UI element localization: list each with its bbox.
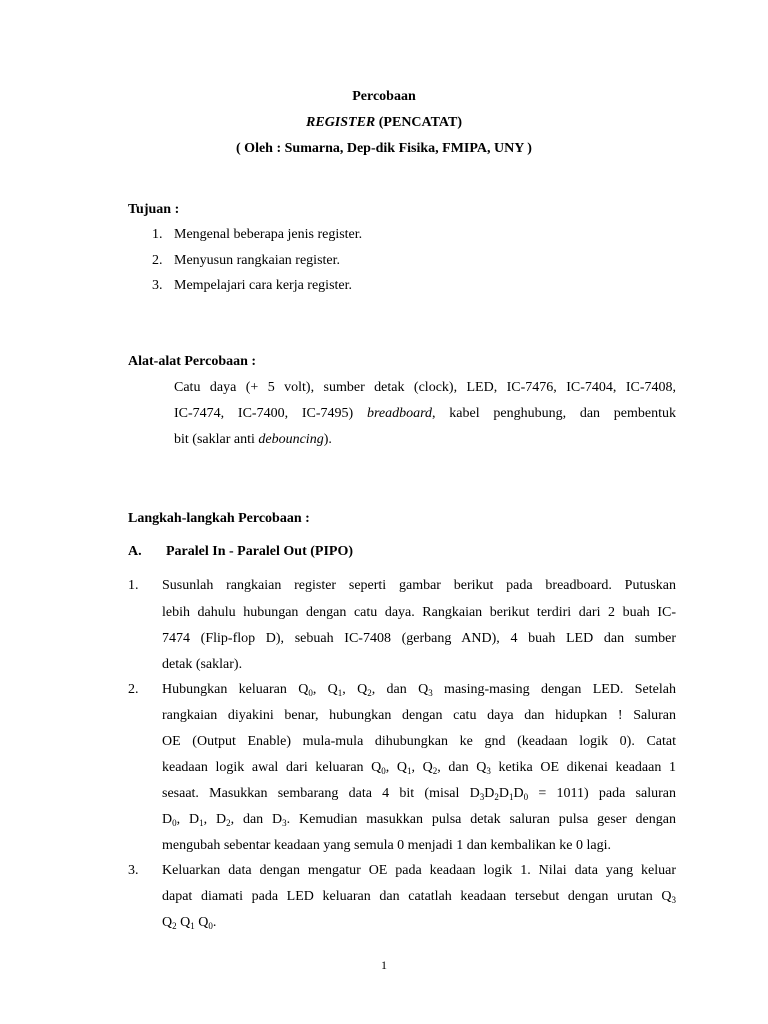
section-label: A. (128, 544, 142, 559)
alat-line-2-b: , kabel penghubung, dan pembentuk (432, 406, 677, 421)
t: , dan Q (371, 682, 429, 697)
subscript: 3 (486, 766, 491, 776)
step-3-line-3 (162, 915, 216, 931)
step-1-line-4: detak (saklar). (162, 657, 243, 672)
doc-title: Percobaan (352, 89, 416, 104)
step-2-line-7: mengubah sebentar keadaan yang semula 0 menjadi 1 dan kembalikan ke 0 lagi. (162, 838, 612, 853)
alat-line-2-italic: breadboard (366, 406, 433, 421)
subscript: 0 (381, 766, 386, 776)
t: D (498, 786, 510, 801)
subscript: 2 (226, 818, 231, 828)
t: , Q (385, 760, 408, 775)
t: sesaat. Masukkan sembarang data 4 bit (misal D (162, 786, 480, 801)
alat-line-3 (174, 432, 332, 448)
t: , Q (342, 682, 368, 697)
t: D (513, 786, 524, 801)
t: D (162, 812, 173, 827)
doc-author: ( Oleh : Sumarna, Dep-dik Fisika, FMIPA, UNY ) (236, 141, 532, 156)
subscript: 3 (282, 818, 287, 828)
alat-line-3-b: ). (323, 432, 332, 447)
subscript: 3 (428, 688, 433, 698)
alat-heading: Alat-alat Percobaan : (128, 354, 257, 369)
subscript: 1 (407, 766, 412, 776)
subtitle-rest: (PENCATAT) (375, 115, 462, 130)
subscript: 0 (172, 818, 177, 828)
alat-line-3-italic: debouncing (258, 432, 324, 447)
step-2-line-4 (162, 760, 676, 776)
subscript: 1 (199, 818, 204, 828)
subscript: 3 (671, 895, 676, 905)
step-3-line-1: Keluarkan data dengan mengatur OE pada keadaan logik 1. Nilai data yang keluar (162, 863, 676, 878)
alat-line-3-a: bit (saklar anti (174, 432, 259, 447)
step-2-line-5 (162, 786, 676, 802)
step-2-num: 2. (128, 682, 139, 697)
t: dapat diamati pada LED keluaran dan catatlah keadaan tersebut dengan urutan Q (162, 889, 672, 904)
tujuan-num-2: 2. (152, 253, 163, 268)
step-2-line-2: rangkaian diyakini benar, hubungkan dengan catu daya dan hidupkan ! Saluran (162, 708, 676, 723)
step-1-line-1: Susunlah rangkaian register seperti gambar berikut pada breadboard. Putuskan (162, 578, 676, 593)
doc-subtitle (0, 115, 768, 131)
section-title: Paralel In - Paralel Out (PIPO) (166, 544, 354, 559)
t: = 1011) pada saluran (528, 786, 676, 801)
step-1-line-3: 7474 (Flip-flop D), sebuah IC-7408 (gerbang AND), 4 buah LED dan sumber (162, 631, 676, 646)
tujuan-heading: Tujuan : (128, 202, 180, 217)
tujuan-item-1: Mengenal beberapa jenis register. (174, 227, 363, 242)
subscript: 2 (367, 688, 372, 698)
t: , Q (312, 682, 338, 697)
t: , Q (411, 760, 433, 775)
t: , D (203, 812, 227, 827)
subscript: 1 (190, 921, 195, 931)
subscript: 0 (208, 921, 213, 931)
subscript: 1 (337, 688, 343, 698)
alat-line-1: Catu daya (+ 5 volt), sumber detak (clock), LED, IC-7476, IC-7404, IC-7408, (174, 380, 676, 395)
tujuan-item-2: Menyusun rangkaian register. (174, 253, 341, 268)
tujuan-item-3: Mempelajari cara kerja register. (174, 278, 353, 293)
tujuan-num-1: 1. (152, 227, 163, 242)
step-2-line-3: OE (Output Enable) mula-mula dihubungkan ke gnd (keadaan logik 0). Catat (162, 734, 676, 749)
subscript: 2 (432, 766, 438, 776)
subtitle-italic: REGISTER (306, 115, 376, 130)
subscript: 2 (494, 792, 499, 802)
page-number: 1 (381, 958, 387, 972)
step-3-line-2 (162, 889, 676, 905)
t: , dan D (230, 812, 283, 827)
step-2-line-6 (162, 812, 676, 828)
t: Q (176, 915, 191, 930)
t: Hubungkan keluaran Q (162, 682, 309, 697)
tujuan-num-3: 3. (152, 278, 163, 293)
t: Q (194, 915, 209, 930)
t: , D (176, 812, 200, 827)
subscript: 3 (479, 792, 485, 802)
t: masing-masing dengan LED. Setelah (432, 682, 676, 697)
step-2-line-1 (162, 682, 676, 698)
alat-line-2 (174, 406, 676, 422)
step-1-line-2: lebih dahulu hubungan dengan catu daya. Rangkaian berikut terdiri dari 2 buah IC- (162, 605, 676, 620)
step-3-num: 3. (128, 863, 139, 878)
alat-line-2-a: IC-7474, IC-7400, IC-7495) (174, 406, 367, 421)
t: . (212, 915, 217, 930)
t: , dan Q (437, 760, 487, 775)
langkah-heading: Langkah-langkah Percobaan : (128, 511, 310, 526)
subscript: 0 (308, 688, 313, 698)
t: ketika OE dikenai keadaan 1 (490, 760, 676, 775)
t: keadaan logik awal dari keluaran Q (162, 760, 382, 775)
t: Q (162, 915, 173, 930)
t: D (484, 786, 495, 801)
subscript: 0 (523, 792, 529, 802)
subscript: 1 (509, 792, 514, 802)
step-1-num: 1. (128, 578, 139, 593)
subscript: 2 (172, 921, 177, 931)
t: . Kemudian masukkan pulsa detak saluran pulsa geser dengan (286, 812, 676, 827)
